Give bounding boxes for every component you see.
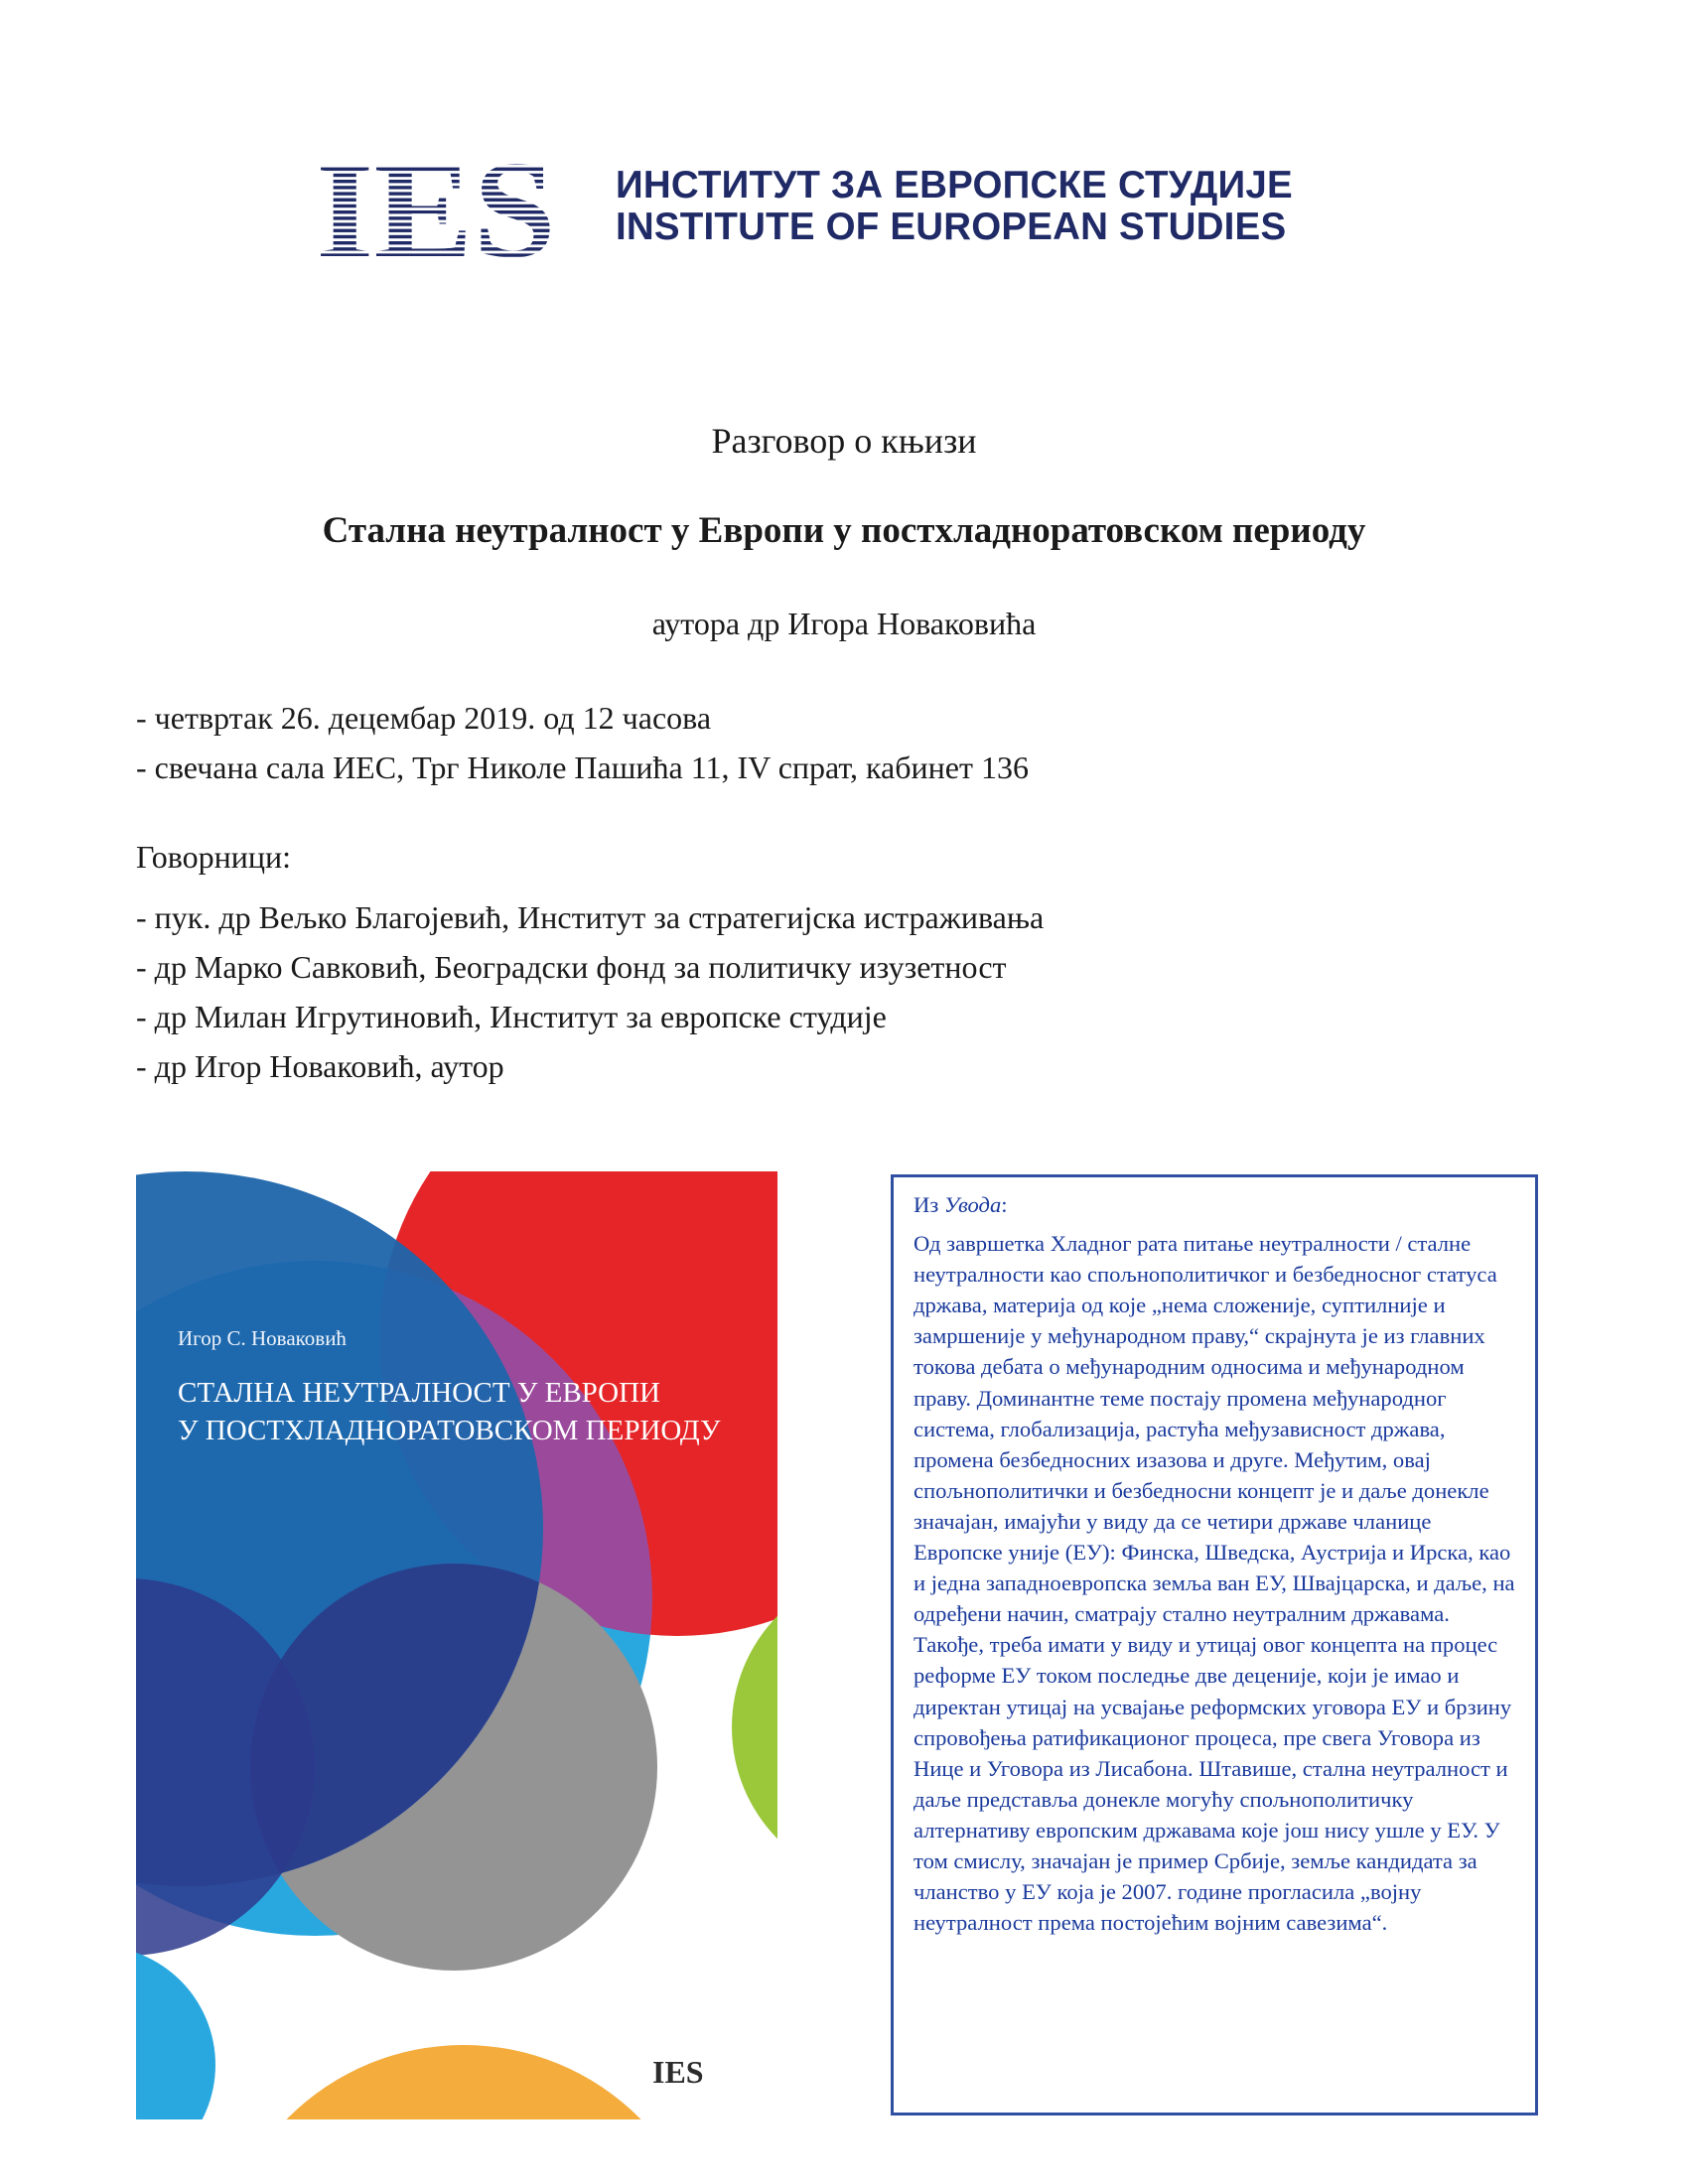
book-title: Стална неутралност у Европи у постхладноратовском периоду — [322, 510, 1366, 551]
author-line: аутора др Игора Новаковића — [651, 606, 1037, 641]
speaker-item: - др Милан Игрутиновић, Институт за европске студије — [136, 999, 887, 1034]
cover-author: Игор С. Новаковић — [178, 1326, 347, 1350]
book-cover — [136, 1171, 777, 2119]
ies-logo-text: IES — [316, 149, 556, 266]
speaker-item: - др Марко Савковић, Београдски фонд за политичку изузетност — [136, 949, 1007, 985]
excerpt-label-suffix: : — [1001, 1192, 1008, 1217]
institute-name-sr: ИНСТИТУТ ЗА ЕВРОПСКЕ СТУДИЈЕ — [616, 164, 1293, 206]
event-date: - четвртак 26. децембар 2019. од 12 часова — [136, 700, 712, 736]
institute-name — [616, 165, 1293, 248]
speaker-item: - др Игор Новаковић, аутор — [136, 1048, 504, 1084]
institute-name-en: INSTITUTE OF EUROPEAN STUDIES — [616, 205, 1287, 248]
excerpt-box — [891, 1174, 1538, 2116]
speakers-heading: Говорници: — [136, 839, 291, 875]
excerpt-label-prefix: Из — [914, 1192, 944, 1217]
book-cover-art — [136, 1171, 777, 2119]
excerpt-label — [914, 1189, 1515, 1220]
cover-publisher: IES — [652, 2054, 704, 2090]
excerpt-text: Од завршетка Хладног рата питање неутралности / сталне неутралности као спољнополитичког и безбедносног статуса држава, материја од које „нема сложеније, суптилније и замршеније у међународном праву,“ скрајнута је из главних токова дебата о међународним односима и међународном праву. Доминантне теме постају промена међународног система, глобализација, растућа међузависност држава, промена безбедносних изазова и друге. Међутим, овај спољнополитички и безбедносни концепт је и даље донекле значајан, имајући у виду да се четири државе чланице Европске уније (ЕУ): Финска, Шведска, Аустрија и Ирска, као и једна западноевропска земља ван ЕУ, Швајцарска, и даље, на одређени начин, сматрају стално неутралним државама. Такође, треба имати у виду и утицај овог концепта на процес реформе ЕУ током последње две деценије, који је имао и директан утицај на усвајање реформских уговора ЕУ и брзину спровођења ратификационог процеса, пре свега Уговора из Нице и Уговора из Лисабона. Штавише, стална неутралност и даље представља донекле могућу спољнополитичку алтернативу европским државама које још нису ушле у ЕУ. У том смислу, значајан је пример Србије, земље кандидата за чланство у ЕУ која је 2007. године прогласила „војну неутралност према постојећим војним савезима“. — [914, 1231, 1515, 1936]
ies-logo — [316, 149, 558, 266]
event-venue: - свечана сала ИЕС, Трг Николе Пашића 11, IV спрат, кабинет 136 — [136, 750, 1029, 785]
excerpt-label-italic: Увода — [943, 1192, 1002, 1217]
cover-title-line1: СТАЛНА НЕУТРАЛНОСТ У ЕВРОПИ — [178, 1377, 660, 1409]
cover-title-line2: У ПОСТХЛАДНОРАТОВСКОМ ПЕРИОДУ — [178, 1415, 721, 1446]
event-subtitle: Разговор о књизи — [711, 421, 977, 461]
ies-logo-graphic — [316, 149, 558, 266]
speaker-item: - пук. др Вељко Благојевић, Институт за стратегијска истраживања — [136, 899, 1045, 935]
